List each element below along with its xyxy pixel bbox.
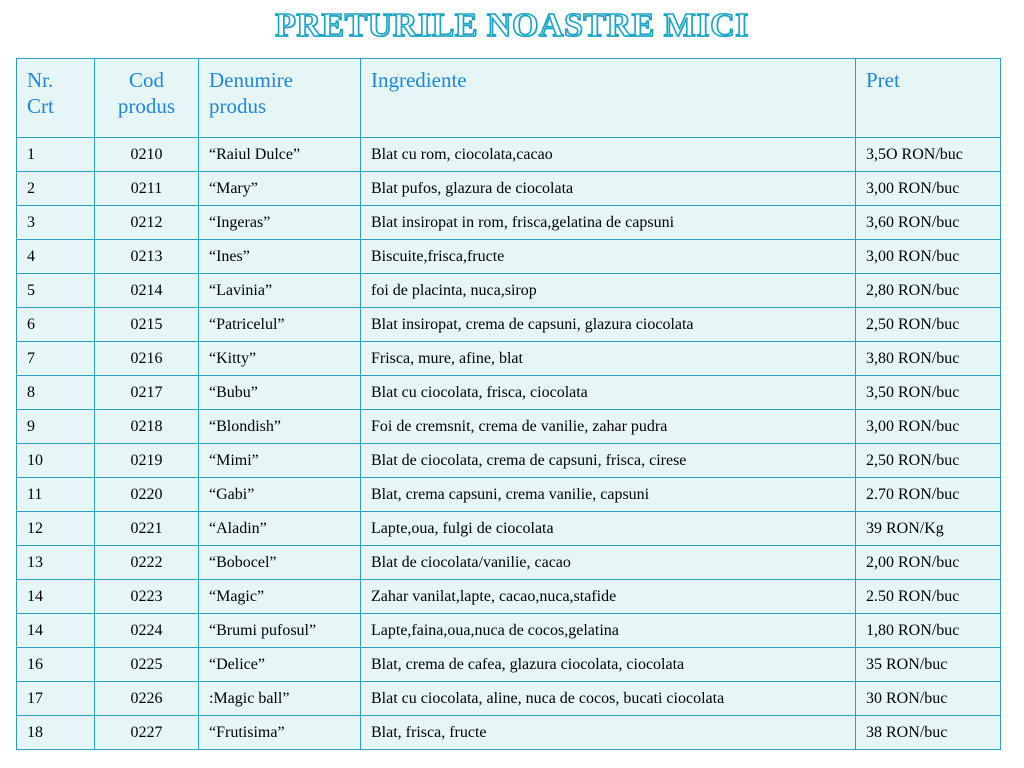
cell-ingrediente: Biscuite,frisca,fructe	[361, 240, 856, 274]
cell-denumire-produs: “Mimi”	[199, 444, 361, 478]
cell-pret: 38 RON/buc	[856, 716, 1001, 750]
cell-ingrediente: Blat, crema de cafea, glazura ciocolata, ciocolata	[361, 648, 856, 682]
cell-ingrediente: Blat insiropat in rom, frisca,gelatina de capsuni	[361, 206, 856, 240]
cell-nr-crt: 8	[17, 376, 95, 410]
table-row	[17, 410, 1001, 444]
cell-nr-crt: 10	[17, 444, 95, 478]
cell-cod-produs: 0215	[95, 308, 199, 342]
cell-ingrediente: Blat de ciocolata/vanilie, cacao	[361, 546, 856, 580]
cell-nr-crt: 7	[17, 342, 95, 376]
cell-denumire-produs: “Patricelul”	[199, 308, 361, 342]
table-row	[17, 240, 1001, 274]
cell-pret: 2.50 RON/buc	[856, 580, 1001, 614]
cell-ingrediente: Blat cu ciocolata, frisca, ciocolata	[361, 376, 856, 410]
cell-denumire-produs: :Magic ball”	[199, 682, 361, 716]
cell-pret: 39 RON/Kg	[856, 512, 1001, 546]
cell-denumire-produs: “Frutisima”	[199, 716, 361, 750]
cell-pret: 2,50 RON/buc	[856, 308, 1001, 342]
cell-nr-crt: 3	[17, 206, 95, 240]
cell-ingrediente: Lapte,faina,oua,nuca de cocos,gelatina	[361, 614, 856, 648]
cell-pret: 3,5O RON/buc	[856, 138, 1001, 172]
cell-nr-crt: 12	[17, 512, 95, 546]
cell-cod-produs: 0216	[95, 342, 199, 376]
cell-nr-crt: 5	[17, 274, 95, 308]
cell-denumire-produs: “Lavinia”	[199, 274, 361, 308]
cell-nr-crt: 13	[17, 546, 95, 580]
cell-nr-crt: 6	[17, 308, 95, 342]
cell-cod-produs: 0217	[95, 376, 199, 410]
price-table	[16, 58, 1001, 750]
cell-cod-produs: 0211	[95, 172, 199, 206]
table-row	[17, 512, 1001, 546]
cell-cod-produs: 0227	[95, 716, 199, 750]
table-row	[17, 682, 1001, 716]
table-row	[17, 478, 1001, 512]
cell-cod-produs: 0226	[95, 682, 199, 716]
cell-nr-crt: 9	[17, 410, 95, 444]
cell-pret: 30 RON/buc	[856, 682, 1001, 716]
cell-pret: 2,50 RON/buc	[856, 444, 1001, 478]
cell-nr-crt: 16	[17, 648, 95, 682]
cell-cod-produs: 0224	[95, 614, 199, 648]
cell-nr-crt: 4	[17, 240, 95, 274]
cell-denumire-produs: “Aladin”	[199, 512, 361, 546]
cell-denumire-produs: “Magic”	[199, 580, 361, 614]
header-ingrediente: Ingrediente	[361, 59, 856, 138]
table-row	[17, 444, 1001, 478]
cell-pret: 3,50 RON/buc	[856, 376, 1001, 410]
cell-cod-produs: 0220	[95, 478, 199, 512]
cell-ingrediente: Foi de cremsnit, crema de vanilie, zahar pudra	[361, 410, 856, 444]
cell-pret: 3,00 RON/buc	[856, 410, 1001, 444]
table-row	[17, 308, 1001, 342]
cell-nr-crt: 18	[17, 716, 95, 750]
table-row	[17, 206, 1001, 240]
cell-ingrediente: Blat pufos, glazura de ciocolata	[361, 172, 856, 206]
cell-ingrediente: Blat, crema capsuni, crema vanilie, capsuni	[361, 478, 856, 512]
cell-cod-produs: 0221	[95, 512, 199, 546]
cell-cod-produs: 0218	[95, 410, 199, 444]
cell-denumire-produs: “Blondish”	[199, 410, 361, 444]
cell-ingrediente: Blat, frisca, fructe	[361, 716, 856, 750]
page-title: PRETURILE NOASTRE MICI	[275, 7, 749, 44]
cell-pret: 2,00 RON/buc	[856, 546, 1001, 580]
cell-nr-crt: 11	[17, 478, 95, 512]
table-row	[17, 546, 1001, 580]
header-denumire-produs: Denumire produs	[199, 59, 361, 138]
cell-ingrediente: Blat cu rom, ciocolata,cacao	[361, 138, 856, 172]
cell-nr-crt: 14	[17, 580, 95, 614]
cell-pret: 2.70 RON/buc	[856, 478, 1001, 512]
cell-pret: 3,00 RON/buc	[856, 240, 1001, 274]
table-header-row	[17, 59, 1001, 138]
cell-nr-crt: 1	[17, 138, 95, 172]
cell-denumire-produs: “Gabi”	[199, 478, 361, 512]
cell-nr-crt: 14	[17, 614, 95, 648]
header-cod-produs: Cod produs	[95, 59, 199, 138]
cell-ingrediente: Blat cu ciocolata, aline, nuca de cocos, bucati ciocolata	[361, 682, 856, 716]
cell-pret: 2,80 RON/buc	[856, 274, 1001, 308]
table-row	[17, 648, 1001, 682]
cell-denumire-produs: “Mary”	[199, 172, 361, 206]
cell-pret: 3,00 RON/buc	[856, 172, 1001, 206]
cell-ingrediente: Zahar vanilat,lapte, cacao,nuca,stafide	[361, 580, 856, 614]
table-row	[17, 376, 1001, 410]
table-row	[17, 138, 1001, 172]
cell-denumire-produs: “Ingeras”	[199, 206, 361, 240]
cell-cod-produs: 0213	[95, 240, 199, 274]
cell-nr-crt: 17	[17, 682, 95, 716]
cell-ingrediente: Blat de ciocolata, crema de capsuni, frisca, cirese	[361, 444, 856, 478]
header-pret: Pret	[856, 59, 1001, 138]
cell-cod-produs: 0219	[95, 444, 199, 478]
cell-pret: 3,60 RON/buc	[856, 206, 1001, 240]
table-row	[17, 172, 1001, 206]
cell-cod-produs: 0214	[95, 274, 199, 308]
cell-cod-produs: 0223	[95, 580, 199, 614]
cell-ingrediente: foi de placinta, nuca,sirop	[361, 274, 856, 308]
cell-ingrediente: Blat insiropat, crema de capsuni, glazura ciocolata	[361, 308, 856, 342]
cell-denumire-produs: “Ines”	[199, 240, 361, 274]
table-row	[17, 342, 1001, 376]
cell-cod-produs: 0212	[95, 206, 199, 240]
cell-denumire-produs: “Bubu”	[199, 376, 361, 410]
cell-cod-produs: 0225	[95, 648, 199, 682]
cell-nr-crt: 2	[17, 172, 95, 206]
table-row	[17, 580, 1001, 614]
header-nr-crt: Nr. Crt	[17, 59, 95, 138]
table-row	[17, 614, 1001, 648]
cell-ingrediente: Lapte,oua, fulgi de ciocolata	[361, 512, 856, 546]
cell-pret: 1,80 RON/buc	[856, 614, 1001, 648]
cell-ingrediente: Frisca, mure, afine, blat	[361, 342, 856, 376]
cell-pret: 3,80 RON/buc	[856, 342, 1001, 376]
table-row	[17, 274, 1001, 308]
table-body	[17, 138, 1001, 750]
cell-denumire-produs: “Raiul Dulce”	[199, 138, 361, 172]
cell-denumire-produs: “Delice”	[199, 648, 361, 682]
cell-pret: 35 RON/buc	[856, 648, 1001, 682]
cell-denumire-produs: “Brumi pufosul”	[199, 614, 361, 648]
table-row	[17, 716, 1001, 750]
cell-denumire-produs: “Bobocel”	[199, 546, 361, 580]
cell-denumire-produs: “Kitty”	[199, 342, 361, 376]
cell-cod-produs: 0222	[95, 546, 199, 580]
cell-cod-produs: 0210	[95, 138, 199, 172]
